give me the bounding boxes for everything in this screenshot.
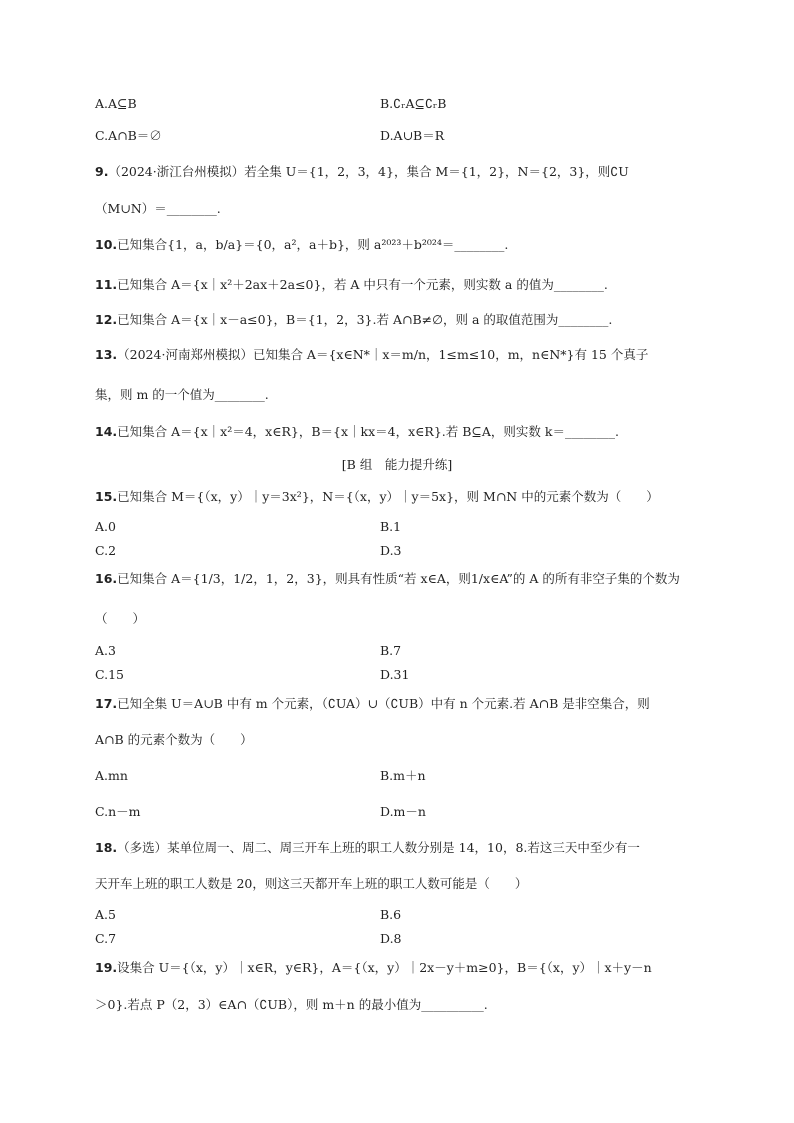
question-text: 设集合 U＝{（x，y）｜x∈R，y∈R}，A＝{（x，y）｜2x－y＋m≥0}，B＝{（x，y）｜x＋y－n (117, 960, 652, 975)
question-number: 11. (95, 277, 118, 292)
question-15 (95, 488, 659, 506)
q16-option-c: C.15 (95, 667, 124, 682)
question-number: 18. (95, 840, 118, 855)
question-18-cont: 天开车上班的职工人数是 20，则这三天都开车上班的职工人数可能是（ ） (95, 876, 528, 891)
question-text: 已知集合 A＝{x｜x²＋2ax＋2a≤0}，若 A 中只有一个元素，则实数 a 的值为________. (117, 277, 608, 292)
question-number: 12. (95, 312, 118, 327)
question-number: 13. (95, 347, 118, 362)
question-13-cont: 集，则 m 的一个值为________. (95, 387, 269, 402)
section-heading-b: [B 组 能力提升练] (341, 457, 453, 472)
q17-option-a: A.mn (95, 768, 128, 783)
q15-option-d: D.3 (380, 543, 402, 558)
question-12 (95, 311, 612, 329)
question-10 (95, 236, 508, 254)
q16-option-a: A.3 (95, 643, 116, 658)
q16-option-b: B.7 (380, 643, 402, 658)
q15-option-a: A.0 (95, 519, 116, 534)
q18-option-d: D.8 (380, 931, 402, 946)
question-text: 已知集合 M＝{（x，y）｜y＝3x²}，N＝{（x，y）｜y＝5x}，则 M∩N 中的元素个数为（ ） (117, 489, 659, 504)
q17-option-c: C.n－m (95, 804, 141, 819)
question-17 (95, 695, 650, 713)
question-number: 9. (95, 164, 109, 179)
question-18 (95, 839, 640, 857)
q8-option-c: C.A∩B＝∅ (95, 128, 162, 143)
q8-option-b: B.∁ᵣA⊆∁ᵣB (380, 96, 447, 111)
q17-option-b: B.m＋n (380, 768, 426, 783)
question-19-cont: ＞0}.若点 P（2，3）∈A∩（∁UB），则 m＋n 的最小值为__________. (95, 997, 488, 1012)
question-text: （多选）某单位周一、周二、周三开车上班的职工人数分别是 14，10，8.若这三天中至少有一 (117, 840, 640, 855)
question-16-cont: （ ） (95, 611, 146, 626)
question-text: 已知集合 A＝{x｜x－a≤0}，B＝{1，2，3}.若 A∩B≠∅，则 a 的取值范围为________. (117, 312, 613, 327)
question-number: 15. (95, 489, 118, 504)
question-11 (95, 276, 608, 294)
q15-option-b: B.1 (380, 519, 402, 534)
question-number: 14. (95, 424, 118, 439)
question-9 (95, 163, 629, 181)
question-14 (95, 423, 619, 441)
question-text: （2024·河南郑州模拟）已知集合 A＝{x∈N*｜x＝m/n，1≤m≤10，m，n∈N*}有 15 个真子 (117, 347, 649, 362)
q18-option-c: C.7 (95, 931, 117, 946)
question-text: 已知集合 A＝{x｜x²＝4，x∈R}，B＝{x｜kx＝4，x∈R}.若 B⊆A，则实数 k＝________. (117, 424, 619, 439)
question-text: 已知集合 A＝{1/3，1/2，1，2，3}，则具有性质“若 x∈A，则1/x∈A”的 A 的所有非空子集的个数为 (117, 571, 680, 586)
q8-option-a: A.A⊆B (95, 96, 137, 111)
question-13 (95, 346, 648, 364)
question-number: 19. (95, 960, 118, 975)
q8-option-d: D.A∪B＝R (380, 128, 445, 143)
question-text: 已知全集 U＝A∪B 中有 m 个元素，（∁UA）∪（∁UB）中有 n 个元素.若 A∩B 是非空集合，则 (117, 696, 650, 711)
question-19 (95, 959, 652, 977)
question-9-cont: （M∪N）＝________. (95, 201, 221, 216)
question-number: 10. (95, 237, 118, 252)
question-text: （2024·浙江台州模拟）若全集 U＝{1，2，3，4}，集合 M＝{1，2}，N＝{2，3}，则∁U (108, 164, 629, 179)
q16-option-d: D.31 (380, 667, 410, 682)
q18-option-b: B.6 (380, 907, 402, 922)
question-number: 16. (95, 571, 118, 586)
question-text: 已知集合{1，a，b/a}＝{0，a²，a＋b}，则 a²⁰²³＋b²⁰²⁴＝________. (117, 237, 509, 252)
q15-option-c: C.2 (95, 543, 117, 558)
q17-option-d: D.m－n (380, 804, 426, 819)
question-16 (95, 570, 680, 588)
question-17-cont: A∩B 的元素个数为（ ） (95, 732, 253, 747)
q18-option-a: A.5 (95, 907, 116, 922)
question-number: 17. (95, 696, 118, 711)
